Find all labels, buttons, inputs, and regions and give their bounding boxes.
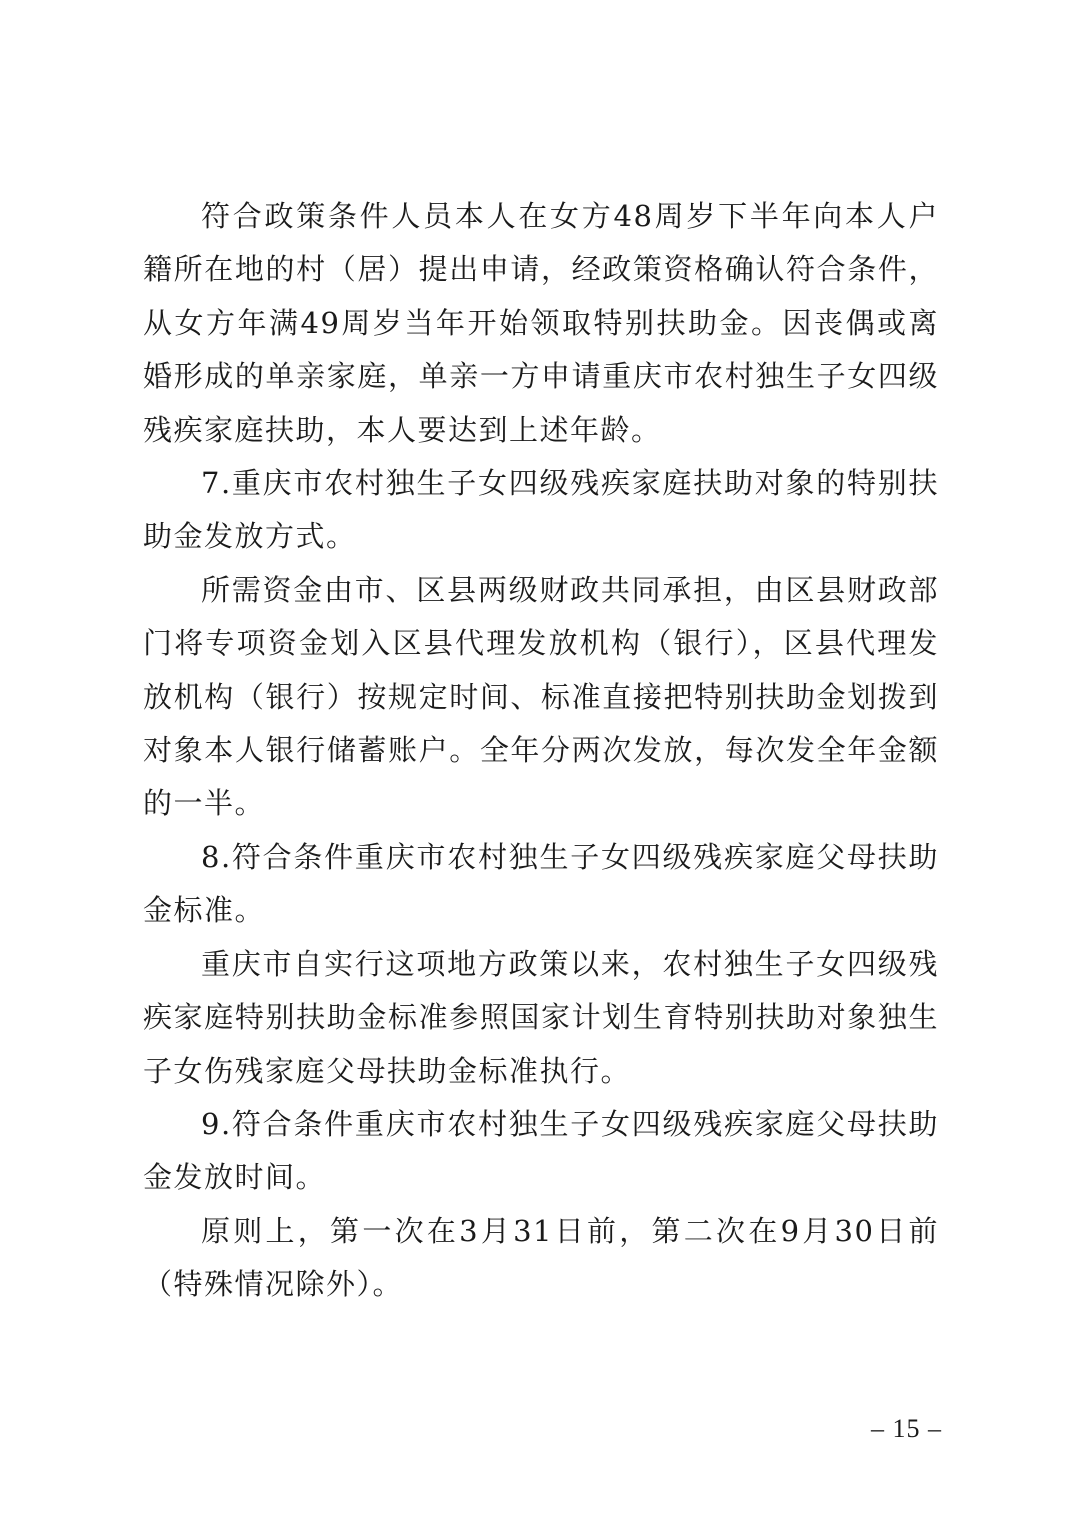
- paragraph-heading-9: 9.符合条件重庆市农村独生子女四级残疾家庭父母扶助金发放时间。: [143, 1106, 939, 1195]
- paragraph-heading-7: 7.重庆市农村独生子女四级残疾家庭扶助对象的特别扶助金发放方式。: [143, 466, 939, 554]
- paragraph-application-conditions: 符合政策条件人员本人在女方48周岁下半年向本人户籍所在地的村（居）提出申请，经政策资格确认符合条件，从女方年满49周岁当年开始领取特别扶助金。因丧偶或离婚形成的单亲家庭，单亲一方申请重庆市农村独生子女四级残疾家庭扶助，本人要达到上述年龄。: [143, 199, 939, 447]
- paragraph-funding-method: 所需资金由市、区县两级财政共同承担，由区县财政部门将专项资金划入区县代理发放机构（银行），区县代理发放机构（银行）按规定时间、标准直接把特别扶助金划拨到对象本人银行储蓄账户。全年分两次发放，每次发全年金额的一半。: [143, 572, 939, 821]
- paragraph-heading-8: 8.符合条件重庆市农村独生子女四级残疾家庭父母扶助金标准。: [143, 839, 939, 928]
- paragraph-subsidy-standard: 重庆市自实行这项地方政策以来，农村独生子女四级残疾家庭特别扶助金标准参照国家计划生育特别扶助对象独生子女伤残家庭父母扶助金标准执行。: [143, 946, 939, 1088]
- page-number: – 15 –: [871, 1414, 942, 1443]
- document-body: [143, 190, 939, 1312]
- paragraph-payment-schedule: 原则上，第一次在3月31日前，第二次在9月30日前（特殊情况除外）。: [143, 1213, 939, 1302]
